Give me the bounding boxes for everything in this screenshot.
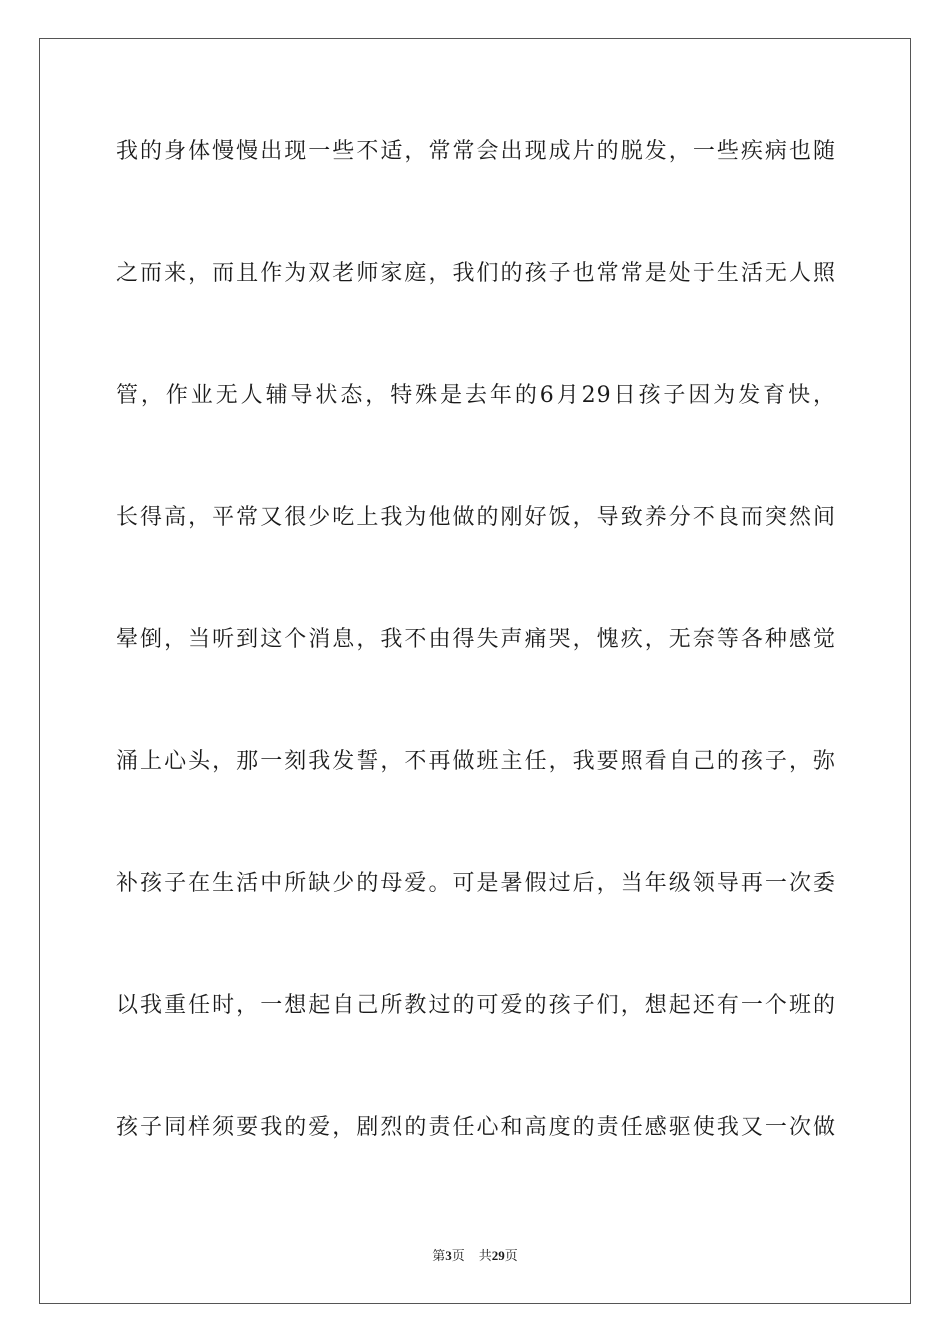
text-line: 补孩子在生活中所缺少的母爱。可是暑假过后，当年级领导再一次委 (116, 871, 836, 896)
text-line: 我的身体慢慢出现一些不适，常常会出现成片的脱发，一些疾病也随 (116, 139, 836, 164)
page-footer (0, 1247, 950, 1266)
total-prefix: 共 (478, 1249, 492, 1264)
text-line: 孩子同样须要我的爱，剧烈的责任心和高度的责任感驱使我又一次做 (116, 1115, 836, 1140)
text-line: 以我重任时，一想起自己所教过的可爱的孩子们，想起还有一个班的 (116, 993, 836, 1018)
text-line: 长得高，平常又很少吃上我为他做的刚好饭，导致养分不良而突然间 (116, 505, 836, 530)
text-line: 晕倒，当听到这个消息，我不由得失声痛哭，愧疚，无奈等各种感觉 (116, 627, 836, 652)
text-line: 涌上心头，那一刻我发誓，不再做班主任，我要照看自己的孩子，弥 (116, 749, 836, 774)
page-suffix: 页 (451, 1249, 465, 1264)
page-number: 3 (445, 1248, 452, 1263)
total-pages: 29 (491, 1248, 505, 1263)
text-line: 之而来，而且作为双老师家庭，我们的孩子也常常是处于生活无人照 (116, 261, 836, 286)
total-suffix: 页 (504, 1249, 518, 1264)
text-line: 管，作业无人辅导状态，特殊是去年的6月29日孩子因为发育快， (116, 383, 836, 408)
page-prefix: 第 (432, 1249, 446, 1264)
